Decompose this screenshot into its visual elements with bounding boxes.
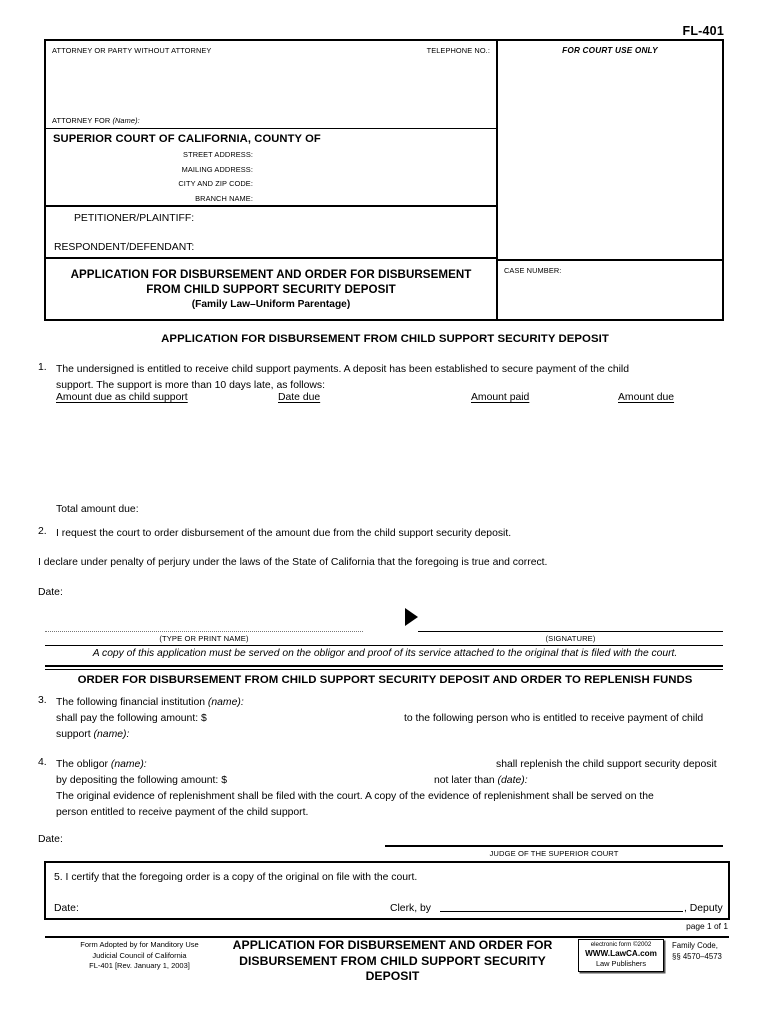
attorney-label: ATTORNEY OR PARTY WITHOUT ATTORNEY [52, 46, 212, 55]
caption-box [45, 40, 723, 320]
attorney-for-label: ATTORNEY FOR (Name): [52, 116, 140, 125]
item4-line2-left: by depositing the following amount: $ [56, 775, 227, 786]
judge-signature-line[interactable] [385, 845, 723, 847]
form-title-line3: (Family Law–Uniform Parentage) [191, 298, 351, 310]
application-date-label: Date: [38, 587, 63, 598]
item3-line1: The following financial institution (name): [56, 697, 244, 708]
type-print-name-line[interactable] [45, 631, 363, 632]
order-heading: ORDER FOR DISBURSEMENT FROM CHILD SUPPORT SECURITY DEPOSIT AND ORDER TO REPLENISH FUNDS [77, 674, 693, 686]
footer-title-line2: DISBURSEMENT FROM CHILD SUPPORT SECURITY DEPOSIT [239, 953, 546, 983]
order-date-label: Date: [38, 834, 63, 845]
publisher-line1: electronic form ©2002 [590, 941, 652, 948]
clerk-by-label: Clerk, by [390, 903, 431, 914]
for-court-use-only-label: FOR COURT USE ONLY [562, 46, 658, 55]
court-use-field [498, 41, 722, 259]
notice-bottom-rule [45, 665, 723, 667]
branch-name-label: BRANCH NAME: [195, 193, 253, 203]
petitioner-label: PETITIONER/PLAINTIFF: [74, 213, 195, 224]
court-address-labels [46, 150, 496, 203]
publisher-box [578, 939, 664, 972]
footer-code-block [672, 941, 734, 962]
footer-adopted-line1: Form Adopted by for Manditory Use [80, 940, 199, 949]
column-header-date-due: Date due [278, 392, 321, 403]
form-number: FL-401 [682, 24, 724, 38]
caption-left-column [46, 41, 498, 319]
case-number-field[interactable] [498, 259, 722, 319]
signature-label: (SIGNATURE) [545, 634, 596, 643]
city-zip-label: CITY AND ZIP CODE: [178, 179, 253, 188]
item4-line1-right: shall replenish the child support security deposit [496, 759, 717, 770]
form-title-block [46, 259, 496, 319]
item3-line3: support (name): [56, 729, 130, 740]
application-heading: APPLICATION FOR DISBURSEMENT FROM CHILD SUPPORT SECURITY DEPOSIT [161, 333, 609, 345]
footer-adoption-block [47, 940, 232, 972]
item4-line4: person entitled to receive payment of the child support. [56, 807, 309, 818]
caption-right-column [498, 41, 722, 319]
street-address-label: STREET ADDRESS: [183, 150, 253, 159]
item4-line3: The original evidence of replenishment shall be filed with the court. A copy of the evidence of replenishment shall be served on the [56, 791, 654, 802]
footer-adopted-line2: Judicial Council of California [92, 950, 187, 960]
case-number-label: CASE NUMBER: [504, 266, 562, 275]
footer-code-line1: Family Code, [672, 941, 718, 950]
item3-line2-left: shall pay the following amount: $ [56, 713, 207, 724]
mailing-address-label: MAILING ADDRESS: [181, 164, 253, 174]
footer-title-block [215, 938, 570, 985]
item3-number: 3. [38, 695, 47, 706]
signature-line[interactable] [418, 631, 723, 632]
judge-of-superior-court-label: JUDGE OF THE SUPERIOR COURT [489, 849, 619, 858]
item4-line2-right: not later than (date): [434, 775, 528, 786]
item1-number: 1. [38, 362, 47, 373]
type-or-print-name-label: (TYPE OR PRINT NAME) [159, 634, 249, 643]
total-amount-due-label: Total amount due: [56, 504, 139, 515]
perjury-declaration: I declare under penalty of perjury under the laws of the State of California that the foregoing is true and correct. [38, 557, 548, 568]
clerk-signature-line[interactable] [440, 911, 683, 912]
column-header-amount-due: Amount due [618, 392, 675, 403]
service-notice: A copy of this application must be served on the obligor and proof of its service attached to the original that is filed with the court. [92, 648, 678, 659]
column-header-amount-due-as-child-support: Amount due as child support [56, 392, 188, 403]
item5-text: 5. I certify that the foregoing order is a copy of the original on file with the court. [54, 872, 418, 883]
footer-adopted-line3: FL-401 [Rev. January 1, 2003] [89, 961, 190, 970]
deputy-label: , Deputy [684, 903, 723, 914]
item1-line1: The undersigned is entitled to receive child support payments. A deposit has been established to secure payment of the child [56, 364, 629, 375]
form-title-line1: APPLICATION FOR DISBURSEMENT AND ORDER FOR DISBURSEMENT [70, 267, 472, 281]
signature-arrow-icon [405, 608, 418, 626]
publisher-line3: Law Publishers [595, 959, 647, 968]
item2-text: I request the court to order disbursement of the amount due from the child support security deposit. [56, 528, 512, 539]
item2-number: 2. [38, 526, 47, 537]
court-field[interactable] [46, 129, 496, 207]
column-header-amount-paid: Amount paid [471, 392, 530, 403]
court-title: SUPERIOR COURT OF CALIFORNIA, COUNTY OF [53, 133, 321, 145]
item4-number: 4. [38, 757, 47, 768]
footer-title-line1: APPLICATION FOR DISBURSEMENT AND ORDER FOR [232, 938, 553, 952]
item3-line2-right: to the following person who is entitled to receive payment of child [404, 713, 704, 724]
party-field[interactable] [46, 207, 496, 259]
item4-line1-left: The obligor (name): [56, 759, 147, 770]
respondent-label: RESPONDENT/DEFENDANT: [54, 242, 195, 253]
clerk-date-label: Date: [54, 903, 79, 914]
item1-line2: support. The support is more than 10 days late, as follows: [56, 380, 325, 391]
notice-bottom-rule-thin [45, 669, 723, 670]
footer-code-line2: §§ 4570–4573 [672, 951, 722, 961]
form-title-line2: FROM CHILD SUPPORT SECURITY DEPOSIT [146, 282, 396, 296]
notice-top-rule [45, 645, 723, 646]
telephone-label: TELEPHONE NO.: [426, 46, 490, 55]
attorney-field[interactable] [46, 41, 496, 129]
publisher-line2: WWW.LawCA.com [585, 949, 657, 958]
page-of-label: page 1 of 1 [686, 921, 728, 931]
